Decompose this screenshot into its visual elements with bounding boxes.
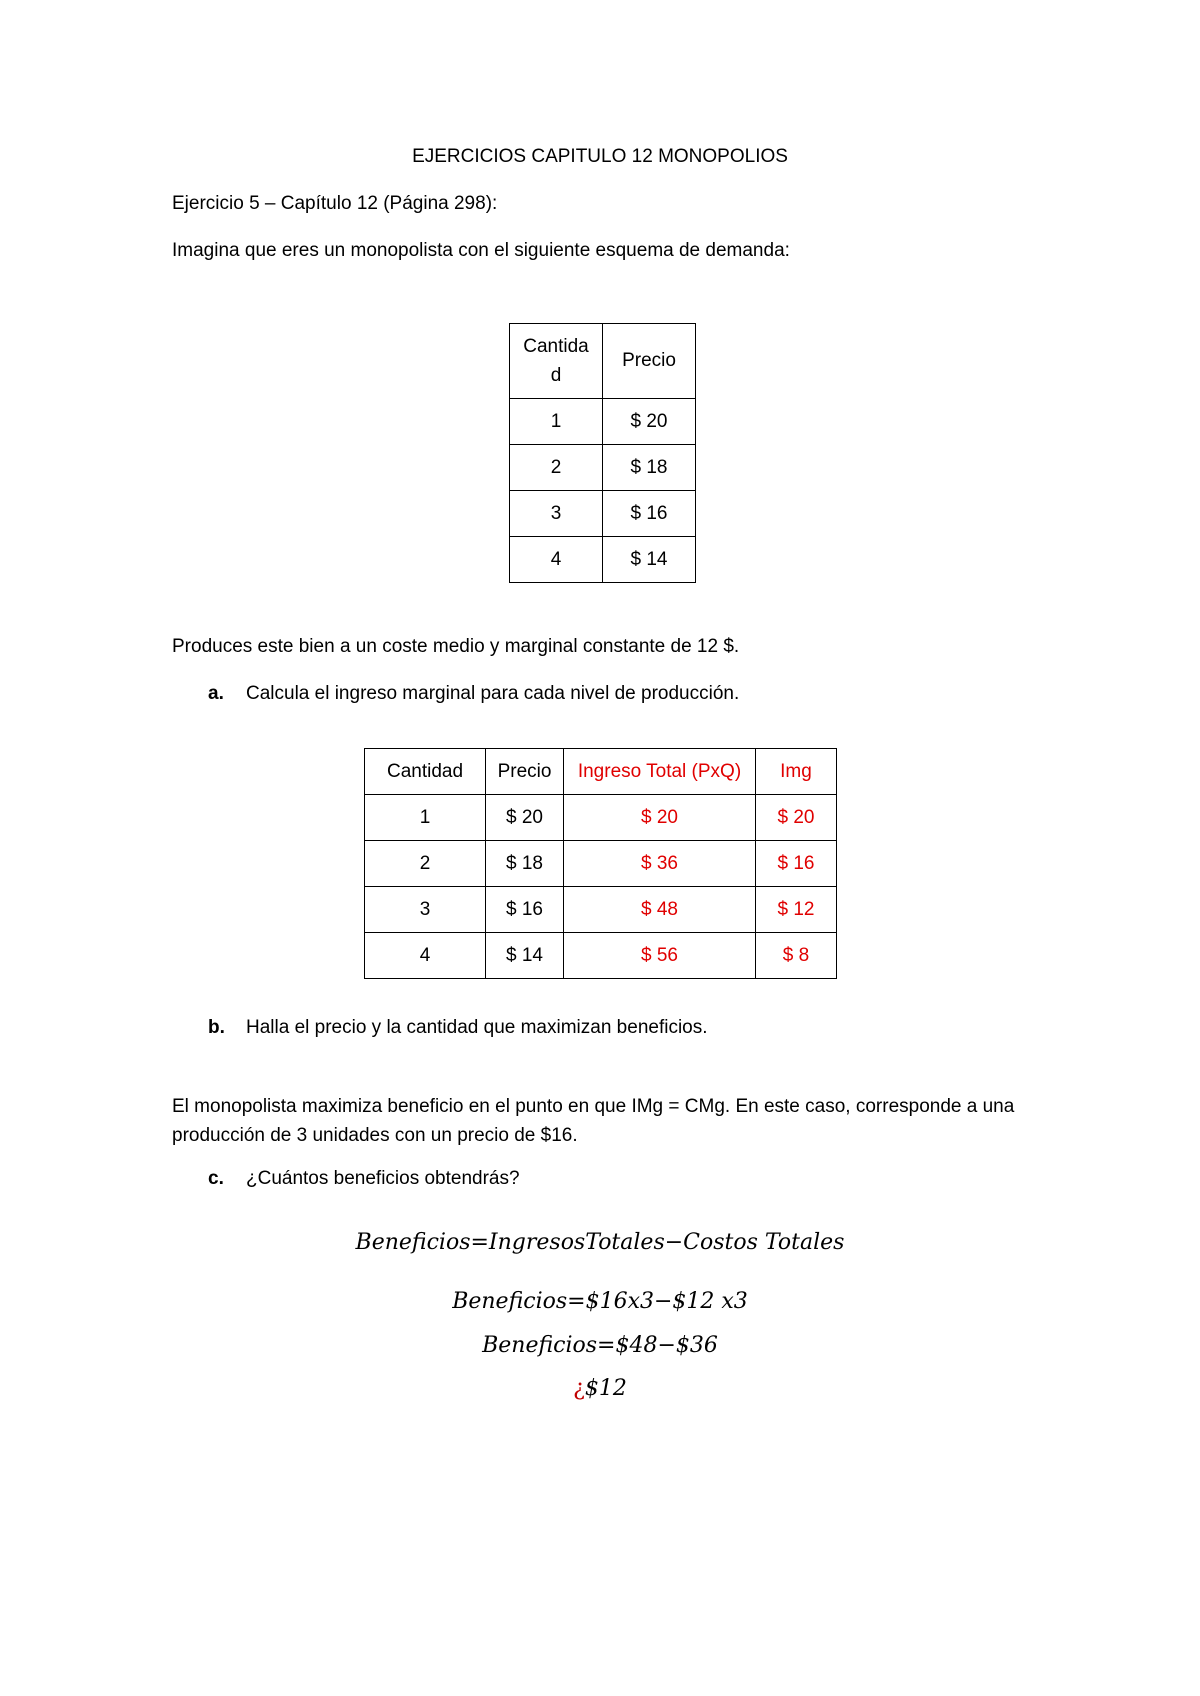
revenue-it: $ 20 [564,795,756,841]
revenue-p: $ 18 [486,841,564,887]
revenue-p: $ 14 [486,933,564,979]
revenue-img: $ 12 [756,887,837,933]
equation-4-value: $12 [584,1376,627,1401]
demand-q: 1 [510,399,603,445]
answer-b: El monopolista maximiza beneficio en el punto en que IMg = CMg. En este caso, corresponde a una producción de 3 unidades con un precio de $16. [172,1096,1015,1146]
revenue-header-img: Img [756,749,837,795]
revenue-img: $ 8 [756,933,837,979]
item-c [208,1168,520,1190]
demand-header-cantidad: Cantida d [510,324,603,399]
table-row [510,491,696,537]
demand-q: 3 [510,491,603,537]
table-row [365,933,837,979]
equation-1: Beneficios=IngresosTotales−Costos Totales [355,1230,845,1255]
revenue-it: $ 36 [564,841,756,887]
demand-header-precio: Precio [603,324,696,399]
revenue-header-precio: Precio [486,749,564,795]
demand-table [509,323,696,583]
demand-p: $ 14 [603,537,696,583]
equation-2: Beneficios=$16x3−$12 x3 [452,1289,748,1314]
table-row [510,537,696,583]
revenue-q: 2 [365,841,486,887]
page-title: EJERCICIOS CAPITULO 12 MONOPOLIOS [412,146,788,167]
table-row [510,445,696,491]
demand-p: $ 16 [603,491,696,537]
demand-q: 2 [510,445,603,491]
table-row [365,841,837,887]
table-row [365,887,837,933]
revenue-img: $ 16 [756,841,837,887]
item-b-text: Halla el precio y la cantidad que maximizan beneficios. [246,1017,708,1038]
revenue-header-cantidad: Cantidad [365,749,486,795]
cost-statement: Produces este bien a un coste medio y marginal constante de 12 $. [172,636,740,657]
revenue-img: $ 20 [756,795,837,841]
item-a-label: a. [208,683,224,704]
revenue-q: 4 [365,933,486,979]
revenue-q: 3 [365,887,486,933]
revenue-table [364,748,837,979]
equation-4-mark: ¿ [573,1376,585,1401]
item-c-text: ¿Cuántos beneficios obtendrás? [246,1168,520,1189]
item-a-text: Calcula el ingreso marginal para cada nivel de producción. [246,683,740,704]
revenue-p: $ 16 [486,887,564,933]
table-row [510,399,696,445]
revenue-header-ingreso-total: Ingreso Total (PxQ) [564,749,756,795]
table-row [365,795,837,841]
equation-4 [0,1376,1200,1401]
revenue-it: $ 48 [564,887,756,933]
demand-p: $ 20 [603,399,696,445]
item-c-label: c. [208,1168,224,1189]
revenue-it: $ 56 [564,933,756,979]
demand-p: $ 18 [603,445,696,491]
item-b-label: b. [208,1017,225,1038]
table-row [365,749,837,795]
equation-3: Beneficios=$48−$36 [482,1333,718,1358]
item-b [208,1017,708,1039]
intro-text: Imagina que eres un monopolista con el siguiente esquema de demanda: [172,240,790,261]
revenue-q: 1 [365,795,486,841]
demand-q: 4 [510,537,603,583]
exercise-heading: Ejercicio 5 – Capítulo 12 (Página 298): [172,193,498,214]
revenue-p: $ 20 [486,795,564,841]
item-a [208,683,739,705]
